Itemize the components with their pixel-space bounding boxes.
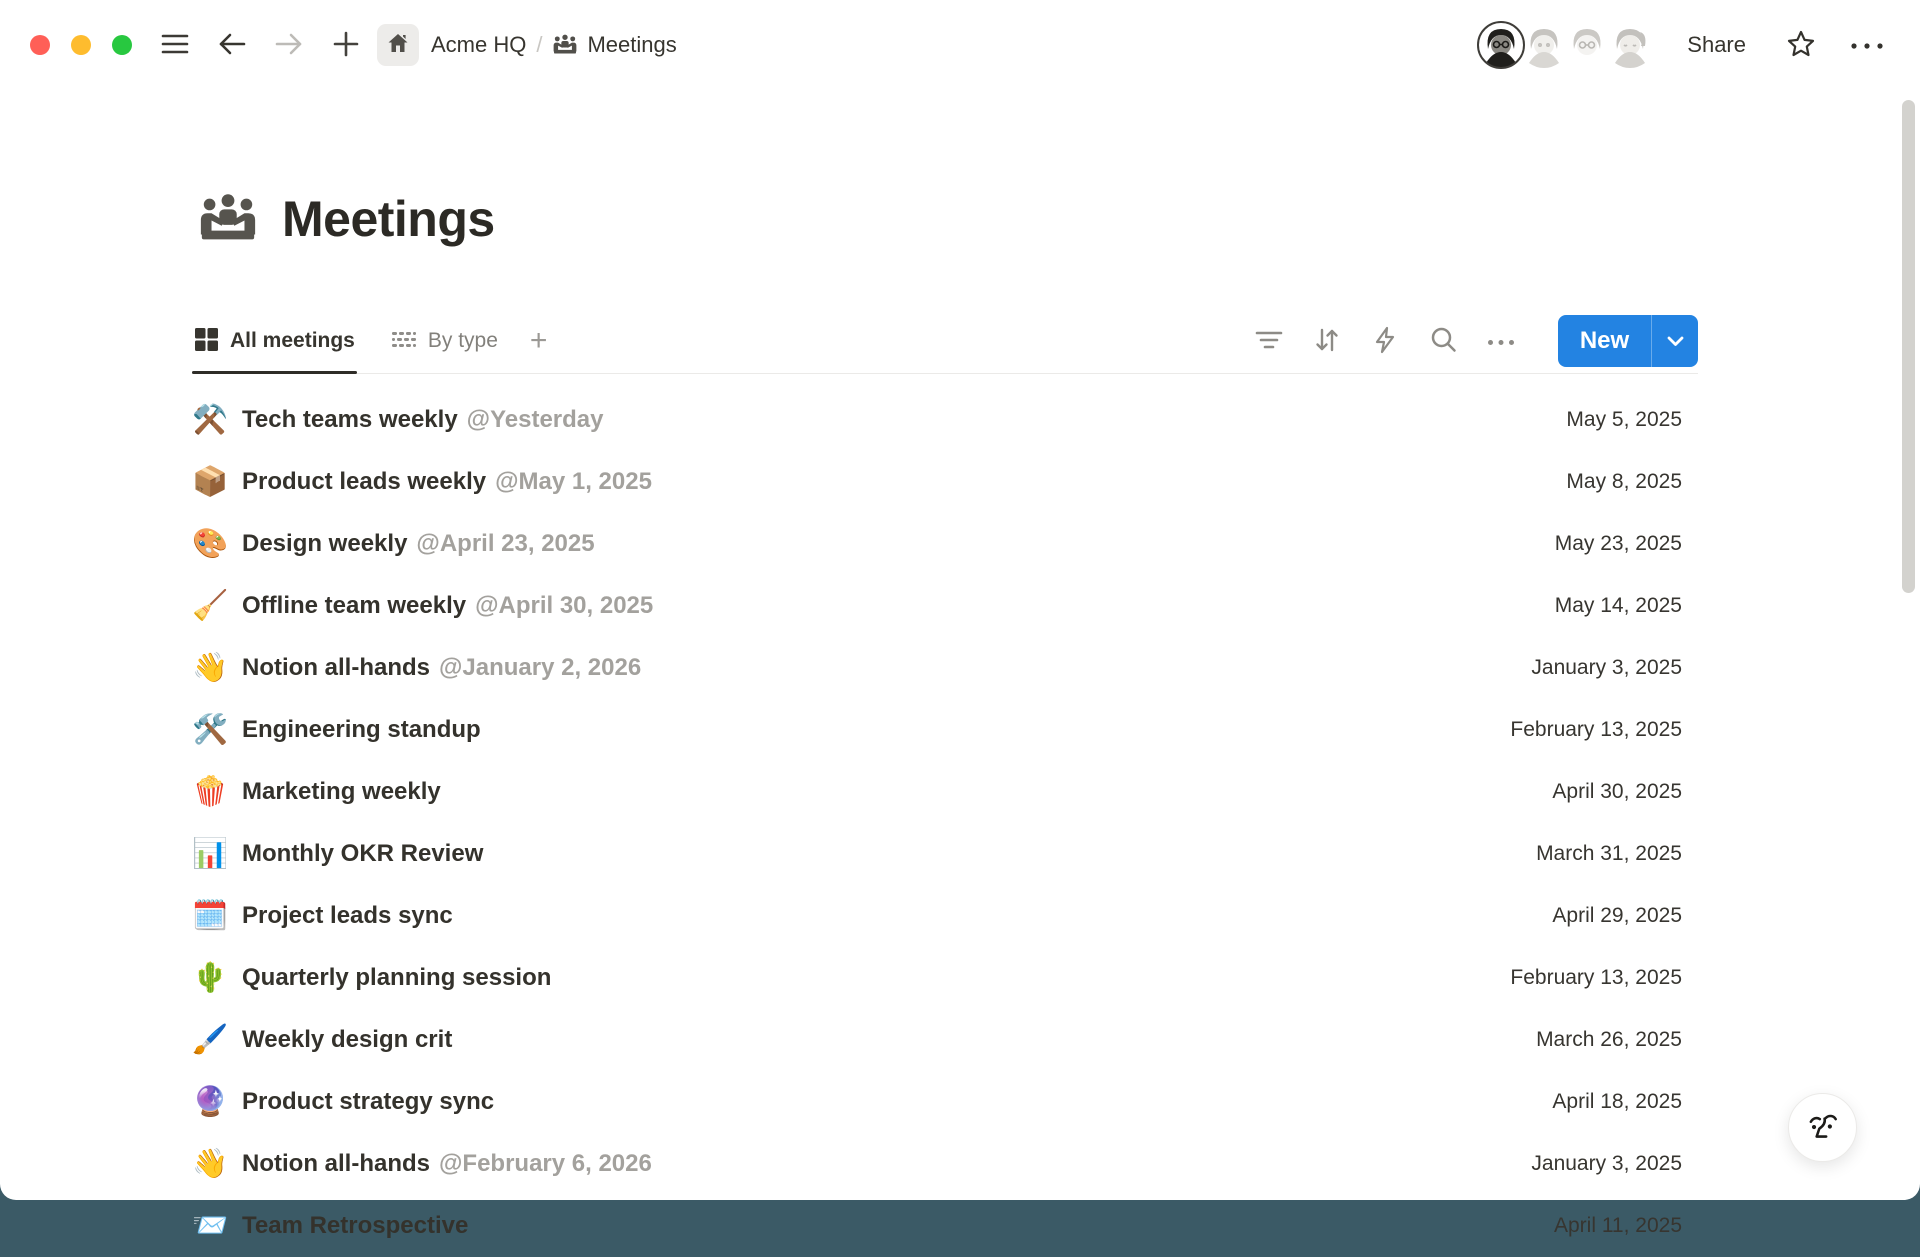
- home-button[interactable]: [377, 24, 419, 66]
- meeting-row[interactable]: [192, 1133, 1698, 1195]
- meeting-title[interactable]: Project leads sync: [242, 902, 453, 929]
- meeting-title[interactable]: Design weekly: [242, 530, 408, 557]
- meeting-date[interactable]: April 18, 2025: [1552, 1090, 1682, 1113]
- sort-icon: [1314, 327, 1340, 356]
- star-icon: [1785, 28, 1817, 63]
- plus-icon: [333, 31, 359, 60]
- meeting-emoji-icon: 👋: [192, 651, 229, 684]
- date-mention[interactable]: @April 23, 2025: [416, 530, 595, 557]
- meeting-row[interactable]: [192, 885, 1698, 947]
- meeting-date[interactable]: April 11, 2025: [1553, 1214, 1682, 1237]
- meeting-row[interactable]: [192, 637, 1698, 699]
- meeting-row[interactable]: [192, 947, 1698, 1009]
- meeting-emoji-icon: 🔮: [192, 1085, 229, 1118]
- meeting-emoji-icon: 🖌️: [192, 1023, 229, 1056]
- meeting-emoji-icon: 📊: [192, 837, 229, 870]
- meeting-row[interactable]: [192, 1071, 1698, 1133]
- table-view-icon: [194, 327, 219, 355]
- page-title[interactable]: Meetings: [282, 190, 495, 247]
- hamburger-icon: [161, 33, 189, 58]
- meeting-title[interactable]: Monthly OKR Review: [242, 840, 484, 867]
- view-tabbar: [192, 309, 1698, 374]
- meeting-date[interactable]: May 5, 2025: [1566, 408, 1682, 431]
- new-tab-button[interactable]: [331, 30, 361, 60]
- meeting-title[interactable]: Product strategy sync: [242, 1088, 495, 1115]
- date-mention[interactable]: @Yesterday: [466, 406, 604, 433]
- window-controls: [30, 35, 132, 55]
- meeting-date[interactable]: May 14, 2025: [1554, 594, 1682, 617]
- tab-label: By type: [427, 329, 498, 352]
- meeting-row[interactable]: [192, 389, 1698, 451]
- meeting-emoji-icon: 🎨: [192, 527, 229, 560]
- new-button-label: New: [1579, 327, 1630, 354]
- meeting-row[interactable]: [192, 1009, 1698, 1071]
- favorite-button[interactable]: [1786, 30, 1816, 60]
- page-header: [192, 156, 1698, 281]
- meeting-date[interactable]: April 29, 2025: [1552, 904, 1682, 927]
- meeting-date[interactable]: May 8, 2025: [1566, 470, 1682, 493]
- meeting-title[interactable]: Offline team weekly: [242, 592, 467, 619]
- view-more-button[interactable]: [1486, 326, 1516, 356]
- meeting-table-icon[interactable]: [196, 187, 260, 251]
- arrow-left-icon: [217, 32, 247, 59]
- home-icon: [386, 31, 410, 60]
- meeting-emoji-icon: 📨: [192, 1209, 229, 1242]
- scrollbar-thumb[interactable]: [1902, 100, 1915, 593]
- forward-button[interactable]: [274, 30, 304, 60]
- ellipsis-icon: [1487, 334, 1515, 349]
- add-view-button[interactable]: +: [526, 326, 552, 356]
- date-mention[interactable]: @May 1, 2025: [495, 468, 652, 495]
- page-more-button[interactable]: [1852, 30, 1882, 60]
- notion-ai-button[interactable]: [1788, 1093, 1857, 1162]
- meeting-emoji-icon: 👋: [192, 1147, 229, 1180]
- sidebar-toggle-button[interactable]: [160, 30, 190, 60]
- meeting-row[interactable]: [192, 823, 1698, 885]
- meeting-table-icon: [552, 32, 578, 58]
- ellipsis-icon: [1850, 38, 1884, 53]
- back-button[interactable]: [217, 30, 247, 60]
- new-button[interactable]: [1558, 315, 1698, 367]
- filter-button[interactable]: [1254, 326, 1284, 356]
- minimize-window-button[interactable]: [71, 35, 91, 55]
- breadcrumb: [431, 32, 677, 58]
- tab-all-meetings[interactable]: [192, 309, 357, 373]
- meeting-row[interactable]: [192, 451, 1698, 513]
- close-window-button[interactable]: [30, 35, 50, 55]
- meeting-date[interactable]: March 31, 2025: [1536, 842, 1682, 865]
- meeting-row[interactable]: [192, 761, 1698, 823]
- board-view-icon: [391, 327, 417, 356]
- meeting-date[interactable]: May 23, 2025: [1554, 532, 1682, 555]
- meeting-date[interactable]: February 13, 2025: [1510, 718, 1682, 741]
- arrow-right-icon: [274, 32, 304, 59]
- lightning-icon: [1374, 326, 1396, 357]
- meeting-date[interactable]: April 30, 2025: [1552, 780, 1682, 803]
- meeting-emoji-icon: 🌵: [192, 961, 229, 994]
- date-mention[interactable]: @April 30, 2025: [475, 592, 654, 619]
- meeting-emoji-icon: 🗓️: [192, 899, 229, 932]
- meeting-row[interactable]: [192, 1195, 1698, 1257]
- meeting-row[interactable]: [192, 699, 1698, 761]
- meeting-emoji-icon: 🛠️: [192, 713, 229, 746]
- meeting-title[interactable]: Quarterly planning session: [242, 964, 552, 991]
- page-body: [192, 156, 1698, 1257]
- meeting-date[interactable]: February 13, 2025: [1510, 966, 1682, 989]
- avatar[interactable]: [1478, 22, 1524, 68]
- meeting-title[interactable]: Weekly design crit: [242, 1026, 453, 1053]
- avatar[interactable]: [1521, 22, 1567, 68]
- date-mention[interactable]: @February 6, 2026: [439, 1150, 652, 1177]
- automation-button[interactable]: [1370, 326, 1400, 356]
- breadcrumb-workspace[interactable]: Acme HQ: [431, 32, 527, 57]
- view-toolbar: [1254, 315, 1698, 367]
- date-mention[interactable]: @January 2, 2026: [439, 654, 642, 681]
- collaborator-avatars: [1478, 22, 1653, 68]
- meeting-date[interactable]: January 3, 2025: [1531, 1152, 1682, 1175]
- meeting-emoji-icon: 📦: [192, 465, 229, 498]
- sort-button[interactable]: [1312, 326, 1342, 356]
- search-button[interactable]: [1428, 326, 1458, 356]
- meeting-emoji-icon: 🍿: [192, 775, 229, 808]
- share-button[interactable]: Share: [1681, 31, 1752, 59]
- meeting-title[interactable]: Product leads weekly: [242, 468, 487, 495]
- meeting-emoji-icon: ⚒️: [192, 403, 229, 436]
- zoom-window-button[interactable]: [112, 35, 132, 55]
- new-button-dropdown[interactable]: [1652, 336, 1698, 347]
- filter-icon: [1255, 330, 1283, 353]
- meeting-date[interactable]: March 26, 2025: [1536, 1028, 1682, 1051]
- breadcrumb-separator: /: [536, 32, 543, 57]
- tab-label: All meetings: [230, 329, 355, 352]
- meeting-title[interactable]: Notion all-hands: [242, 654, 430, 681]
- titlebar: [0, 0, 1920, 90]
- meeting-row[interactable]: [192, 575, 1698, 637]
- search-icon: [1430, 326, 1457, 356]
- meeting-emoji-icon: 🧹: [192, 589, 229, 622]
- breadcrumb-page[interactable]: Meetings: [587, 32, 677, 57]
- avatar[interactable]: [1564, 22, 1610, 68]
- meeting-title[interactable]: Team Retrospective: [242, 1212, 469, 1239]
- meeting-title[interactable]: Notion all-hands: [242, 1150, 430, 1177]
- avatar[interactable]: [1607, 22, 1653, 68]
- meeting-title[interactable]: Marketing weekly: [242, 778, 441, 805]
- notion-ai-face-icon: [1804, 1107, 1842, 1148]
- meeting-title[interactable]: Tech teams weekly: [242, 406, 458, 433]
- tab-by-type[interactable]: [389, 309, 500, 373]
- meeting-row[interactable]: [192, 513, 1698, 575]
- meeting-title[interactable]: Engineering standup: [242, 716, 481, 743]
- meeting-list: [192, 374, 1698, 1257]
- meeting-date[interactable]: January 3, 2025: [1531, 656, 1682, 679]
